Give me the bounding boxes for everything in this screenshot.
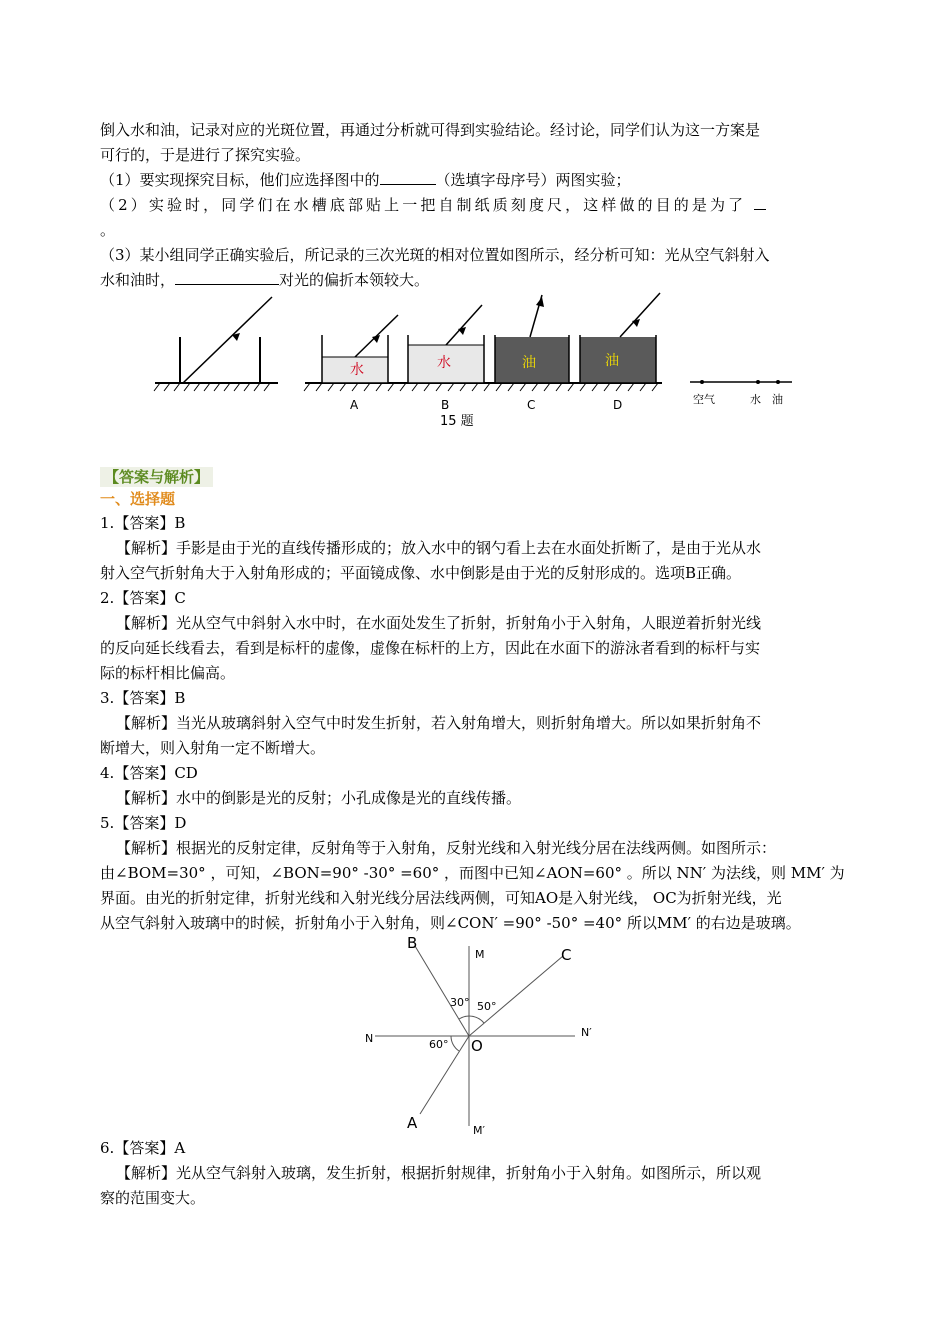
answer-item: 4.【答案】CD: [100, 764, 198, 782]
ground-left: [154, 297, 278, 391]
question-3: （3）某小组同学正确实验后，所记录的三次光斑的相对位置如图所示，经分析可知：光从空气斜射入: [100, 246, 770, 264]
answer-item: 3.【答案】B: [100, 689, 186, 707]
answer-item: 5.【答案】D: [100, 814, 187, 832]
answer-blank: [380, 170, 436, 185]
liquid-label: 油: [522, 355, 536, 371]
answers-title: 【答案与解析】: [100, 467, 213, 487]
liquid-label: 油: [605, 353, 619, 369]
analysis-line: 【解析】光从空气中斜射入水中时，在水面处发生了折射，折射角小于入射角，人眼逆着折射光线: [116, 614, 762, 632]
ground-right: [304, 383, 662, 391]
light-spot-scale: [690, 380, 792, 406]
answer-item: 2.【答案】C: [100, 589, 186, 607]
analysis-line: 际的标杆相比偏高。: [100, 664, 236, 682]
analysis-line: 【解析】当光从玻璃斜射入空气中时发生折射，若入射角增大，则折射角增大。所以如果折射角不: [116, 714, 762, 732]
analysis-line: 射入空气折射角大于入射角形成的；平面镜成像、水中倒影是由于光的反射形成的。选项B正确。: [100, 564, 742, 582]
tank-oil-c: [495, 295, 569, 383]
label-a: A: [350, 398, 359, 412]
legend-water: 水: [750, 393, 761, 406]
refraction-diagram: [365, 936, 605, 1136]
answer-item: 1.【答案】B: [100, 514, 186, 532]
label-m-prime: M′: [473, 1124, 485, 1136]
label-d: D: [613, 398, 623, 412]
label-n-prime: N′: [581, 1026, 592, 1039]
label-a: A: [407, 1114, 418, 1132]
analysis-line: 界面。由光的折射定律，折射光线和入射光线分居法线两侧，可知AO是入射光线， OC为折射光线，光: [100, 889, 782, 907]
analysis-line: 察的范围变大。: [100, 1189, 206, 1207]
analysis-line: 的反向延长线看去，看到是标杆的虚像，虚像在标杆的上方，因此在水面下的游泳者看到的标杆与实: [100, 639, 761, 657]
label-c: C: [561, 946, 572, 964]
label-m: M: [475, 948, 485, 961]
angle-50: 50°: [477, 1000, 497, 1013]
question-2: （2）实验时，同学们在水槽底部贴上一把自制纸质刻度尺，这样做的目的是为了: [100, 193, 860, 218]
legend-air: 空气: [693, 393, 715, 406]
question-1: （1）要实现探究目标，他们应选择图中的 （选填字母序号）两图实验；: [100, 171, 631, 189]
analysis-line: 从空气斜射入玻璃中的时候，折射角小于入射角，则∠CON′ =90° -50° =40° 所以MM′ 的右边是玻璃。: [100, 914, 801, 932]
label-b: B: [407, 936, 418, 952]
question-2-end: 。: [100, 221, 116, 239]
legend-oil: 油: [772, 393, 783, 406]
answer-blank: [175, 270, 279, 285]
tank-water-b: [408, 305, 484, 383]
question-block: [100, 118, 860, 293]
answer-blank: [754, 195, 766, 210]
angle-60: 60°: [429, 1038, 449, 1051]
analysis-line: 断增大，则入射角一定不断增大。: [100, 739, 326, 757]
analysis-line: 【解析】光从空气斜射入玻璃，发生折射，根据折射规律，折射角小于入射角。如图所示，所以观: [116, 1164, 762, 1182]
intro-line: 可行的，于是进行了探究实验。: [100, 146, 311, 164]
answers-section: [100, 467, 860, 1211]
label-b: B: [441, 398, 450, 412]
angle-30: 30°: [450, 996, 470, 1009]
figure-caption: 15 题: [440, 414, 474, 429]
tank-oil-d: [580, 293, 660, 383]
liquid-label: 水: [350, 362, 364, 378]
label-o: O: [471, 1037, 483, 1055]
label-n: N: [365, 1032, 374, 1045]
analysis-line: 【解析】根据光的反射定律，反射角等于入射角，反射光线和入射光线分居在法线两侧。如图所示：: [116, 839, 777, 857]
intro-line: 倒入水和油，记录对应的光斑位置，再通过分析就可得到实验结论。经讨论，同学们认为这一方案是: [100, 121, 761, 139]
analysis-line: 【解析】手影是由于光的直线传播形成的；放入水中的钢勺看上去在水面处折断了，是由于光从水: [116, 539, 762, 557]
figure-15: [150, 285, 800, 435]
liquid-label: 水: [437, 355, 451, 371]
answer-item: 6.【答案】A: [100, 1139, 186, 1157]
question-3-cont: 水和油时， 对光的偏折本领较大。: [100, 271, 430, 289]
tank-water-a: [322, 315, 398, 383]
section-choice-title: 一、选择题: [100, 490, 176, 508]
label-c: C: [527, 398, 536, 412]
analysis-line: 【解析】水中的倒影是光的反射；小孔成像是光的直线传播。: [116, 789, 522, 807]
analysis-line: 由∠BOM=30° ，可知，∠BON=90° -30° =60° ，而图中已知∠AON=60° 。所以 NN′ 为法线，则 MM′ 为: [100, 864, 845, 882]
